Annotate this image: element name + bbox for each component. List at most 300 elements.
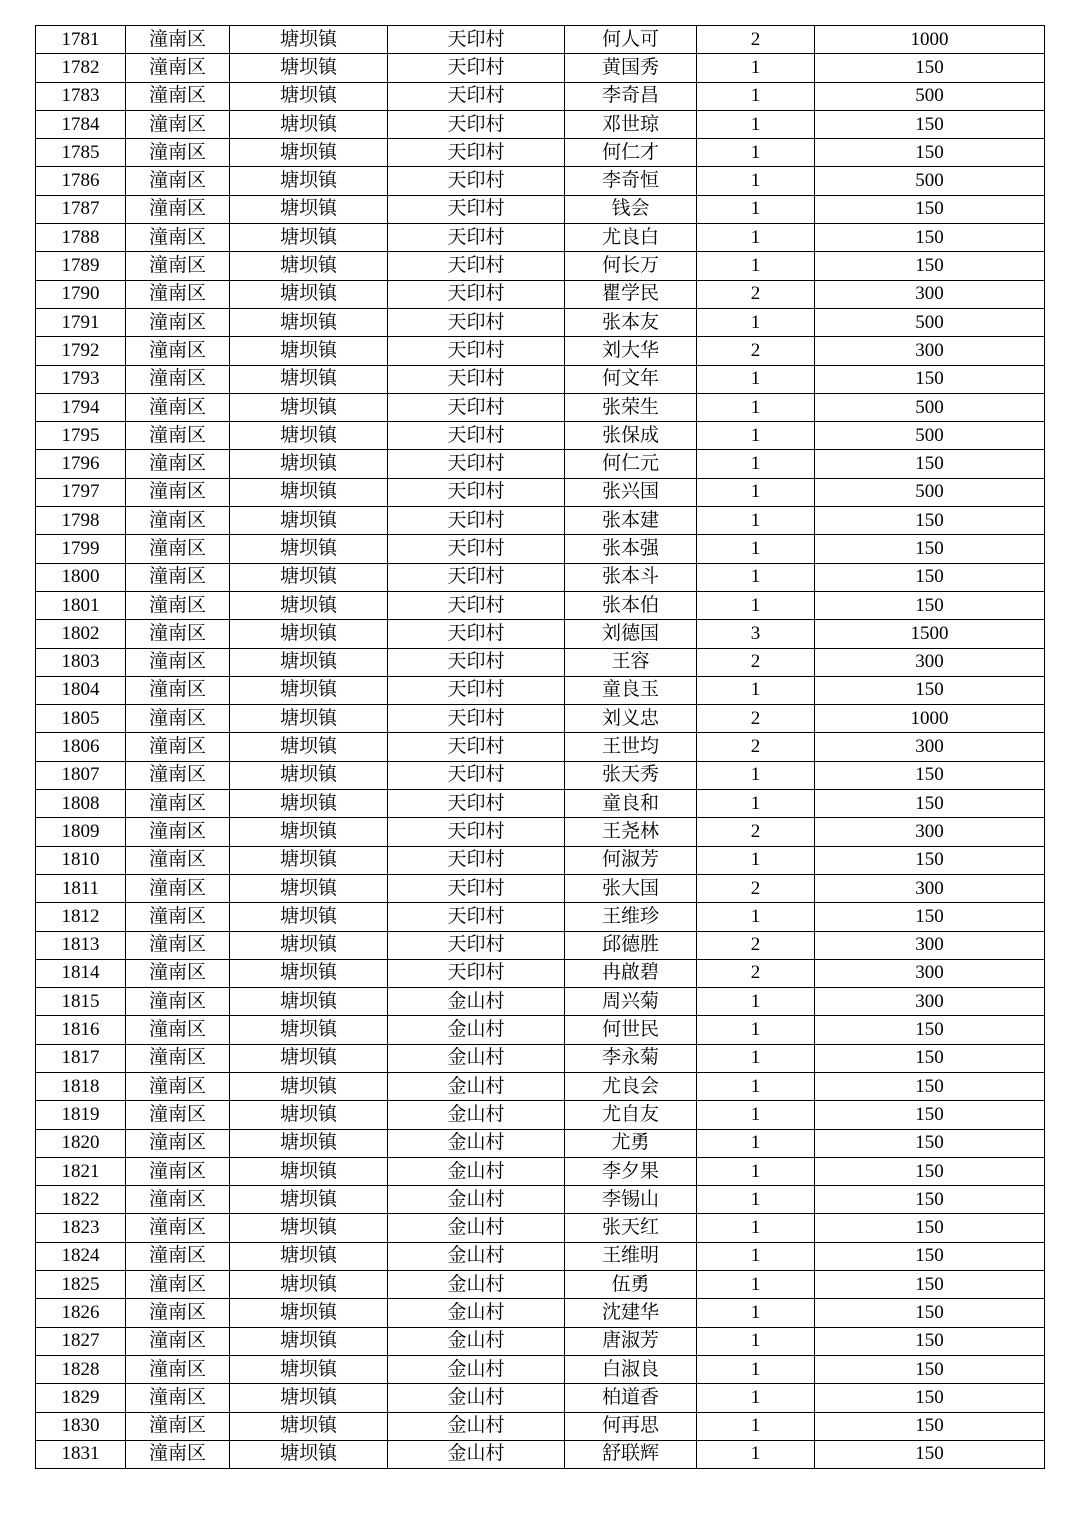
cell-name: 张本友 xyxy=(565,308,697,336)
cell-district: 潼南区 xyxy=(126,1384,230,1412)
cell-count: 1 xyxy=(697,393,815,421)
cell-name: 张大国 xyxy=(565,874,697,902)
cell-village: 天印村 xyxy=(388,591,565,619)
cell-village: 金山村 xyxy=(388,1129,565,1157)
cell-amount: 150 xyxy=(815,1355,1045,1383)
table-row xyxy=(36,450,1045,478)
cell-name: 沈建华 xyxy=(565,1299,697,1327)
cell-village: 金山村 xyxy=(388,988,565,1016)
cell-count: 1 xyxy=(697,1101,815,1129)
cell-index: 1793 xyxy=(36,365,126,393)
table-row xyxy=(36,988,1045,1016)
cell-name: 李夕果 xyxy=(565,1157,697,1185)
cell-index: 1808 xyxy=(36,790,126,818)
cell-count: 1 xyxy=(697,1129,815,1157)
cell-district: 潼南区 xyxy=(126,563,230,591)
table-row xyxy=(36,648,1045,676)
cell-village: 天印村 xyxy=(388,733,565,761)
cell-index: 1805 xyxy=(36,705,126,733)
cell-count: 2 xyxy=(697,818,815,846)
cell-district: 潼南区 xyxy=(126,1072,230,1100)
table-row xyxy=(36,705,1045,733)
cell-district: 潼南区 xyxy=(126,846,230,874)
cell-name: 张本伯 xyxy=(565,591,697,619)
cell-count: 2 xyxy=(697,733,815,761)
cell-village: 金山村 xyxy=(388,1299,565,1327)
cell-village: 天印村 xyxy=(388,903,565,931)
cell-index: 1818 xyxy=(36,1072,126,1100)
table-row xyxy=(36,1186,1045,1214)
table-row xyxy=(36,676,1045,704)
cell-count: 1 xyxy=(697,1242,815,1270)
cell-amount: 150 xyxy=(815,1186,1045,1214)
cell-index: 1825 xyxy=(36,1271,126,1299)
cell-index: 1810 xyxy=(36,846,126,874)
cell-index: 1781 xyxy=(36,26,126,54)
cell-name: 李奇昌 xyxy=(565,82,697,110)
table-row xyxy=(36,535,1045,563)
table-row xyxy=(36,26,1045,54)
cell-amount: 150 xyxy=(815,1044,1045,1072)
table-row xyxy=(36,280,1045,308)
cell-name: 王尧林 xyxy=(565,818,697,846)
cell-amount: 300 xyxy=(815,931,1045,959)
cell-count: 1 xyxy=(697,195,815,223)
cell-amount: 150 xyxy=(815,1299,1045,1327)
cell-index: 1816 xyxy=(36,1016,126,1044)
cell-name: 何人可 xyxy=(565,26,697,54)
cell-name: 王世均 xyxy=(565,733,697,761)
cell-village: 天印村 xyxy=(388,280,565,308)
cell-name: 刘大华 xyxy=(565,337,697,365)
cell-name: 尤自友 xyxy=(565,1101,697,1129)
cell-amount: 1000 xyxy=(815,26,1045,54)
cell-amount: 500 xyxy=(815,167,1045,195)
cell-name: 张保成 xyxy=(565,422,697,450)
cell-village: 天印村 xyxy=(388,874,565,902)
cell-count: 1 xyxy=(697,507,815,535)
cell-village: 天印村 xyxy=(388,761,565,789)
cell-name: 刘义忠 xyxy=(565,705,697,733)
cell-village: 金山村 xyxy=(388,1440,565,1468)
cell-name: 白淑良 xyxy=(565,1355,697,1383)
cell-town: 塘坝镇 xyxy=(230,365,388,393)
cell-town: 塘坝镇 xyxy=(230,1016,388,1044)
cell-count: 2 xyxy=(697,931,815,959)
cell-town: 塘坝镇 xyxy=(230,450,388,478)
cell-amount: 500 xyxy=(815,82,1045,110)
cell-town: 塘坝镇 xyxy=(230,393,388,421)
cell-district: 潼南区 xyxy=(126,648,230,676)
cell-town: 塘坝镇 xyxy=(230,676,388,704)
cell-amount: 150 xyxy=(815,676,1045,704)
cell-district: 潼南区 xyxy=(126,705,230,733)
cell-count: 1 xyxy=(697,535,815,563)
cell-town: 塘坝镇 xyxy=(230,846,388,874)
cell-village: 天印村 xyxy=(388,507,565,535)
cell-amount: 500 xyxy=(815,422,1045,450)
cell-name: 邓世琼 xyxy=(565,110,697,138)
cell-name: 童良和 xyxy=(565,790,697,818)
cell-village: 天印村 xyxy=(388,110,565,138)
cell-town: 塘坝镇 xyxy=(230,1044,388,1072)
table-row xyxy=(36,1072,1045,1100)
cell-name: 李奇恒 xyxy=(565,167,697,195)
table-row xyxy=(36,620,1045,648)
table-row xyxy=(36,761,1045,789)
cell-town: 塘坝镇 xyxy=(230,1299,388,1327)
cell-index: 1820 xyxy=(36,1129,126,1157)
cell-district: 潼南区 xyxy=(126,874,230,902)
cell-name: 张兴国 xyxy=(565,478,697,506)
cell-town: 塘坝镇 xyxy=(230,1355,388,1383)
cell-count: 1 xyxy=(697,478,815,506)
cell-count: 1 xyxy=(697,1072,815,1100)
cell-index: 1783 xyxy=(36,82,126,110)
cell-town: 塘坝镇 xyxy=(230,478,388,506)
cell-village: 天印村 xyxy=(388,54,565,82)
cell-town: 塘坝镇 xyxy=(230,874,388,902)
cell-amount: 300 xyxy=(815,818,1045,846)
cell-village: 天印村 xyxy=(388,26,565,54)
cell-count: 1 xyxy=(697,167,815,195)
cell-name: 何长万 xyxy=(565,252,697,280)
table-row xyxy=(36,1129,1045,1157)
cell-village: 天印村 xyxy=(388,365,565,393)
table-row xyxy=(36,846,1045,874)
table-row xyxy=(36,1242,1045,1270)
cell-amount: 150 xyxy=(815,1384,1045,1412)
cell-village: 天印村 xyxy=(388,535,565,563)
cell-amount: 150 xyxy=(815,252,1045,280)
cell-amount: 150 xyxy=(815,903,1045,931)
table-row xyxy=(36,308,1045,336)
cell-name: 冉啟碧 xyxy=(565,959,697,987)
cell-name: 伍勇 xyxy=(565,1271,697,1299)
table-row xyxy=(36,110,1045,138)
cell-district: 潼南区 xyxy=(126,733,230,761)
table-row xyxy=(36,1157,1045,1185)
cell-index: 1796 xyxy=(36,450,126,478)
cell-name: 李锡山 xyxy=(565,1186,697,1214)
table-row xyxy=(36,54,1045,82)
cell-town: 塘坝镇 xyxy=(230,1384,388,1412)
cell-village: 金山村 xyxy=(388,1271,565,1299)
cell-village: 天印村 xyxy=(388,308,565,336)
cell-amount: 150 xyxy=(815,591,1045,619)
cell-district: 潼南区 xyxy=(126,1355,230,1383)
cell-amount: 150 xyxy=(815,1016,1045,1044)
cell-name: 尤良会 xyxy=(565,1072,697,1100)
cell-amount: 150 xyxy=(815,1129,1045,1157)
cell-town: 塘坝镇 xyxy=(230,1129,388,1157)
cell-index: 1799 xyxy=(36,535,126,563)
cell-amount: 300 xyxy=(815,959,1045,987)
cell-town: 塘坝镇 xyxy=(230,959,388,987)
cell-district: 潼南区 xyxy=(126,54,230,82)
cell-index: 1812 xyxy=(36,903,126,931)
cell-district: 潼南区 xyxy=(126,1044,230,1072)
cell-amount: 150 xyxy=(815,1412,1045,1440)
cell-count: 3 xyxy=(697,620,815,648)
cell-name: 黄国秀 xyxy=(565,54,697,82)
cell-district: 潼南区 xyxy=(126,478,230,506)
cell-town: 塘坝镇 xyxy=(230,818,388,846)
cell-district: 潼南区 xyxy=(126,1129,230,1157)
cell-amount: 150 xyxy=(815,54,1045,82)
cell-village: 天印村 xyxy=(388,393,565,421)
cell-name: 何淑芳 xyxy=(565,846,697,874)
cell-village: 金山村 xyxy=(388,1327,565,1355)
cell-name: 童良玉 xyxy=(565,676,697,704)
cell-amount: 150 xyxy=(815,1214,1045,1242)
cell-town: 塘坝镇 xyxy=(230,1440,388,1468)
cell-district: 潼南区 xyxy=(126,790,230,818)
cell-village: 天印村 xyxy=(388,676,565,704)
cell-village: 金山村 xyxy=(388,1044,565,1072)
cell-index: 1801 xyxy=(36,591,126,619)
cell-district: 潼南区 xyxy=(126,308,230,336)
cell-district: 潼南区 xyxy=(126,337,230,365)
cell-count: 2 xyxy=(697,705,815,733)
cell-amount: 150 xyxy=(815,846,1045,874)
cell-village: 金山村 xyxy=(388,1384,565,1412)
table-row xyxy=(36,224,1045,252)
cell-district: 潼南区 xyxy=(126,1299,230,1327)
cell-town: 塘坝镇 xyxy=(230,705,388,733)
cell-village: 金山村 xyxy=(388,1072,565,1100)
cell-index: 1814 xyxy=(36,959,126,987)
cell-amount: 150 xyxy=(815,1101,1045,1129)
cell-index: 1786 xyxy=(36,167,126,195)
cell-count: 1 xyxy=(697,224,815,252)
cell-village: 天印村 xyxy=(388,195,565,223)
cell-count: 1 xyxy=(697,1355,815,1383)
cell-index: 1807 xyxy=(36,761,126,789)
cell-district: 潼南区 xyxy=(126,224,230,252)
cell-district: 潼南区 xyxy=(126,1327,230,1355)
cell-district: 潼南区 xyxy=(126,507,230,535)
cell-count: 1 xyxy=(697,1384,815,1412)
cell-town: 塘坝镇 xyxy=(230,535,388,563)
cell-name: 瞿学民 xyxy=(565,280,697,308)
cell-amount: 1000 xyxy=(815,705,1045,733)
cell-name: 舒联辉 xyxy=(565,1440,697,1468)
cell-district: 潼南区 xyxy=(126,761,230,789)
cell-name: 邱德胜 xyxy=(565,931,697,959)
table-row xyxy=(36,1271,1045,1299)
cell-index: 1809 xyxy=(36,818,126,846)
cell-name: 何再思 xyxy=(565,1412,697,1440)
table-row xyxy=(36,959,1045,987)
cell-village: 天印村 xyxy=(388,337,565,365)
cell-district: 潼南区 xyxy=(126,422,230,450)
table-row xyxy=(36,365,1045,393)
cell-town: 塘坝镇 xyxy=(230,620,388,648)
cell-town: 塘坝镇 xyxy=(230,988,388,1016)
cell-amount: 150 xyxy=(815,365,1045,393)
cell-district: 潼南区 xyxy=(126,252,230,280)
cell-amount: 500 xyxy=(815,478,1045,506)
table-row xyxy=(36,82,1045,110)
cell-town: 塘坝镇 xyxy=(230,1186,388,1214)
cell-village: 天印村 xyxy=(388,422,565,450)
cell-district: 潼南区 xyxy=(126,931,230,959)
cell-index: 1794 xyxy=(36,393,126,421)
cell-count: 1 xyxy=(697,110,815,138)
cell-name: 王维珍 xyxy=(565,903,697,931)
cell-index: 1824 xyxy=(36,1242,126,1270)
cell-town: 塘坝镇 xyxy=(230,167,388,195)
cell-count: 1 xyxy=(697,846,815,874)
cell-name: 张天秀 xyxy=(565,761,697,789)
cell-count: 2 xyxy=(697,26,815,54)
cell-count: 1 xyxy=(697,1214,815,1242)
table-row xyxy=(36,591,1045,619)
cell-town: 塘坝镇 xyxy=(230,337,388,365)
cell-amount: 150 xyxy=(815,1072,1045,1100)
cell-index: 1789 xyxy=(36,252,126,280)
cell-index: 1817 xyxy=(36,1044,126,1072)
cell-name: 张本斗 xyxy=(565,563,697,591)
cell-index: 1822 xyxy=(36,1186,126,1214)
cell-name: 张荣生 xyxy=(565,393,697,421)
cell-index: 1821 xyxy=(36,1157,126,1185)
cell-count: 1 xyxy=(697,1440,815,1468)
cell-town: 塘坝镇 xyxy=(230,761,388,789)
cell-village: 金山村 xyxy=(388,1214,565,1242)
cell-town: 塘坝镇 xyxy=(230,224,388,252)
cell-count: 1 xyxy=(697,1327,815,1355)
cell-name: 周兴菊 xyxy=(565,988,697,1016)
cell-amount: 150 xyxy=(815,1242,1045,1270)
cell-district: 潼南区 xyxy=(126,591,230,619)
cell-village: 天印村 xyxy=(388,450,565,478)
cell-village: 天印村 xyxy=(388,705,565,733)
cell-amount: 300 xyxy=(815,280,1045,308)
cell-name: 王维明 xyxy=(565,1242,697,1270)
table-row xyxy=(36,422,1045,450)
cell-town: 塘坝镇 xyxy=(230,26,388,54)
cell-index: 1795 xyxy=(36,422,126,450)
cell-count: 1 xyxy=(697,252,815,280)
table-row xyxy=(36,563,1045,591)
cell-amount: 150 xyxy=(815,1440,1045,1468)
cell-district: 潼南区 xyxy=(126,818,230,846)
cell-district: 潼南区 xyxy=(126,903,230,931)
cell-district: 潼南区 xyxy=(126,1101,230,1129)
table-row xyxy=(36,733,1045,761)
cell-town: 塘坝镇 xyxy=(230,591,388,619)
table-row xyxy=(36,1412,1045,1440)
cell-village: 金山村 xyxy=(388,1355,565,1383)
cell-town: 塘坝镇 xyxy=(230,648,388,676)
cell-town: 塘坝镇 xyxy=(230,1101,388,1129)
cell-amount: 300 xyxy=(815,733,1045,761)
cell-town: 塘坝镇 xyxy=(230,507,388,535)
cell-village: 天印村 xyxy=(388,478,565,506)
cell-town: 塘坝镇 xyxy=(230,280,388,308)
cell-district: 潼南区 xyxy=(126,139,230,167)
cell-village: 天印村 xyxy=(388,139,565,167)
cell-district: 潼南区 xyxy=(126,195,230,223)
cell-count: 1 xyxy=(697,365,815,393)
cell-village: 天印村 xyxy=(388,931,565,959)
table-row xyxy=(36,139,1045,167)
table-row xyxy=(36,1101,1045,1129)
cell-amount: 150 xyxy=(815,1157,1045,1185)
table-row xyxy=(36,1016,1045,1044)
cell-amount: 500 xyxy=(815,308,1045,336)
cell-village: 天印村 xyxy=(388,82,565,110)
table-row xyxy=(36,167,1045,195)
cell-index: 1787 xyxy=(36,195,126,223)
cell-name: 柏道香 xyxy=(565,1384,697,1412)
cell-index: 1831 xyxy=(36,1440,126,1468)
cell-name: 何世民 xyxy=(565,1016,697,1044)
cell-town: 塘坝镇 xyxy=(230,308,388,336)
cell-amount: 150 xyxy=(815,507,1045,535)
cell-town: 塘坝镇 xyxy=(230,54,388,82)
cell-count: 1 xyxy=(697,988,815,1016)
cell-amount: 300 xyxy=(815,648,1045,676)
cell-count: 1 xyxy=(697,139,815,167)
table-row xyxy=(36,818,1045,846)
cell-district: 潼南区 xyxy=(126,82,230,110)
cell-count: 2 xyxy=(697,959,815,987)
table-row xyxy=(36,1214,1045,1242)
cell-town: 塘坝镇 xyxy=(230,252,388,280)
table-row xyxy=(36,1299,1045,1327)
cell-name: 李永菊 xyxy=(565,1044,697,1072)
cell-index: 1790 xyxy=(36,280,126,308)
cell-count: 1 xyxy=(697,1412,815,1440)
cell-index: 1811 xyxy=(36,874,126,902)
cell-village: 金山村 xyxy=(388,1016,565,1044)
cell-village: 天印村 xyxy=(388,167,565,195)
table-row xyxy=(36,1327,1045,1355)
table-row xyxy=(36,903,1045,931)
cell-count: 2 xyxy=(697,280,815,308)
table-row xyxy=(36,507,1045,535)
cell-index: 1798 xyxy=(36,507,126,535)
cell-town: 塘坝镇 xyxy=(230,110,388,138)
cell-village: 金山村 xyxy=(388,1412,565,1440)
cell-village: 天印村 xyxy=(388,818,565,846)
cell-index: 1804 xyxy=(36,676,126,704)
cell-village: 天印村 xyxy=(388,620,565,648)
table-row xyxy=(36,252,1045,280)
cell-town: 塘坝镇 xyxy=(230,563,388,591)
cell-district: 潼南区 xyxy=(126,1186,230,1214)
cell-district: 潼南区 xyxy=(126,365,230,393)
table-row xyxy=(36,1440,1045,1468)
cell-village: 天印村 xyxy=(388,563,565,591)
cell-index: 1802 xyxy=(36,620,126,648)
cell-district: 潼南区 xyxy=(126,1214,230,1242)
cell-town: 塘坝镇 xyxy=(230,790,388,818)
cell-index: 1803 xyxy=(36,648,126,676)
cell-amount: 300 xyxy=(815,874,1045,902)
cell-district: 潼南区 xyxy=(126,167,230,195)
cell-district: 潼南区 xyxy=(126,1157,230,1185)
cell-count: 1 xyxy=(697,676,815,704)
cell-village: 天印村 xyxy=(388,224,565,252)
cell-count: 1 xyxy=(697,82,815,110)
cell-town: 塘坝镇 xyxy=(230,1412,388,1440)
cell-index: 1823 xyxy=(36,1214,126,1242)
cell-count: 1 xyxy=(697,308,815,336)
